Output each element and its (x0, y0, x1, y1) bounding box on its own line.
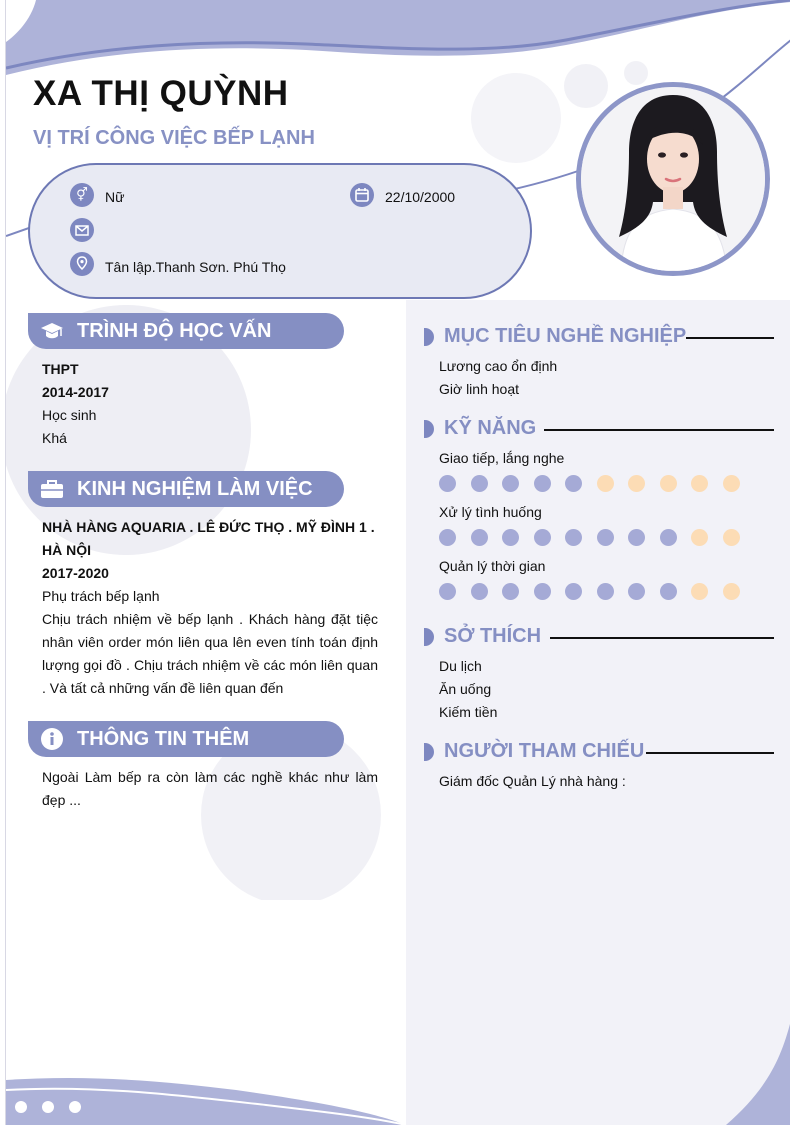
skill-dot-empty (660, 475, 677, 492)
skill-dot-empty (723, 583, 740, 600)
skill-name: Giao tiếp, lắng nghe (439, 450, 565, 466)
graduation-cap-icon (40, 320, 64, 342)
skill-dot-filled (534, 583, 551, 600)
education-grade: Khá (42, 430, 67, 446)
education-years: 2014-2017 (42, 384, 109, 400)
candidate-name: XA THỊ QUỲNH (33, 74, 289, 113)
additional-heading (28, 721, 344, 757)
skill-dot-filled (628, 583, 645, 600)
avatar (581, 87, 765, 271)
objective-heading (424, 323, 774, 353)
skill-dot-empty (723, 529, 740, 546)
experience-description: Chịu trách nhiệm về bếp lạnh . Khách hàng đặt tiệc nhân viên order món liên qua lên even tính toán định lượng gọi đồ . Chịu trách nhiệm về các món liên quan . Và tất cả những vấn đề liên quan đến (42, 611, 378, 696)
address-text: Tân lập.Thanh Sơn. Phú Thọ (105, 259, 286, 275)
skill-dot-empty (597, 475, 614, 492)
heading-rule (544, 429, 774, 431)
skill-dot-filled (597, 583, 614, 600)
experience-position: Phụ trách bếp lạnh (42, 588, 160, 604)
experience-heading-text: KINH NGHIỆM LÀM VIỆC (77, 478, 313, 500)
skill-dot-filled (502, 529, 519, 546)
references-heading (424, 738, 774, 768)
education-heading (28, 313, 344, 349)
gender-icon: ⚥ (70, 183, 94, 207)
skill-name: Quản lý thời gian (439, 558, 546, 574)
heading-rule (550, 637, 774, 639)
education-school: THPT (42, 361, 79, 377)
skill-name: Xử lý tình huống (439, 504, 542, 520)
skill-dot-empty (691, 475, 708, 492)
objective-item: Lương cao ổn định (439, 358, 558, 374)
skill-dot-filled (660, 529, 677, 546)
briefcase-icon (40, 478, 64, 500)
skill-dot-empty (691, 529, 708, 546)
heading-marker (424, 628, 434, 646)
experience-years: 2017-2020 (42, 565, 109, 581)
job-title: VỊ TRÍ CÔNG VIỆC BẾP LẠNH (33, 127, 315, 149)
hobby-item: Ăn uống (439, 681, 492, 697)
calendar-icon (350, 183, 374, 207)
birthday-text: 22/10/2000 (385, 189, 456, 205)
skill-dot-filled (502, 583, 519, 600)
hobby-item: Kiếm tiền (439, 704, 498, 720)
heading-marker (424, 328, 434, 346)
skill-dot-empty (628, 475, 645, 492)
hobbies-heading-text: SỞ THÍCH (444, 625, 542, 647)
skill-dot-filled (597, 529, 614, 546)
skills-heading-text: KỸ NĂNG (444, 417, 537, 439)
skill-dot-filled (471, 583, 488, 600)
skill-dot-filled (565, 475, 582, 492)
heading-rule (646, 752, 774, 754)
skill-dot-filled (565, 529, 582, 546)
contact-box (28, 163, 532, 299)
hobby-item: Du lịch (439, 658, 482, 674)
skill-dot-filled (502, 475, 519, 492)
heading-rule (686, 337, 774, 339)
hobbies-heading (424, 623, 774, 653)
skill-dot-filled (534, 529, 551, 546)
skill-dot-filled (628, 529, 645, 546)
experience-heading (28, 471, 344, 507)
skill-dot-empty (723, 475, 740, 492)
additional-heading-text: THÔNG TIN THÊM (77, 728, 250, 750)
objective-item: Giờ linh hoạt (439, 381, 520, 397)
skill-dot-empty (691, 583, 708, 600)
resume-page (5, 0, 790, 1125)
skill-dot-filled (534, 475, 551, 492)
experience-company: NHÀ HÀNG AQUARIA . LÊ ĐỨC THỌ . MỸ ĐÌNH 1 . HÀ NỘI (42, 519, 375, 558)
objective-heading-text: MỤC TIÊU NGHỀ NGHIỆP (444, 325, 687, 347)
bottom-wave-decoration (6, 1020, 790, 1125)
profile-photo (576, 82, 770, 276)
info-icon (40, 728, 64, 750)
education-heading-text: TRÌNH ĐỘ HỌC VẤN (77, 320, 272, 342)
gender-text: Nữ (105, 189, 125, 205)
skill-dot-filled (565, 583, 582, 600)
heading-marker (424, 420, 434, 438)
education-role: Học sinh (42, 407, 97, 423)
additional-text: Ngoài Làm bếp ra còn làm các nghề khác như làm đẹp ... (42, 769, 378, 808)
skills-heading (424, 415, 774, 445)
mail-icon (70, 218, 94, 242)
location-icon (70, 252, 94, 276)
skill-dot-filled (439, 475, 456, 492)
skill-dot-filled (471, 529, 488, 546)
heading-marker (424, 743, 434, 761)
references-heading-text: NGƯỜI THAM CHIẾU (444, 740, 645, 762)
reference-text: Giám đốc Quản Lý nhà hàng : (439, 773, 626, 789)
skill-dot-filled (660, 583, 677, 600)
skill-dot-filled (471, 475, 488, 492)
skill-dot-filled (439, 529, 456, 546)
skill-dot-filled (439, 583, 456, 600)
